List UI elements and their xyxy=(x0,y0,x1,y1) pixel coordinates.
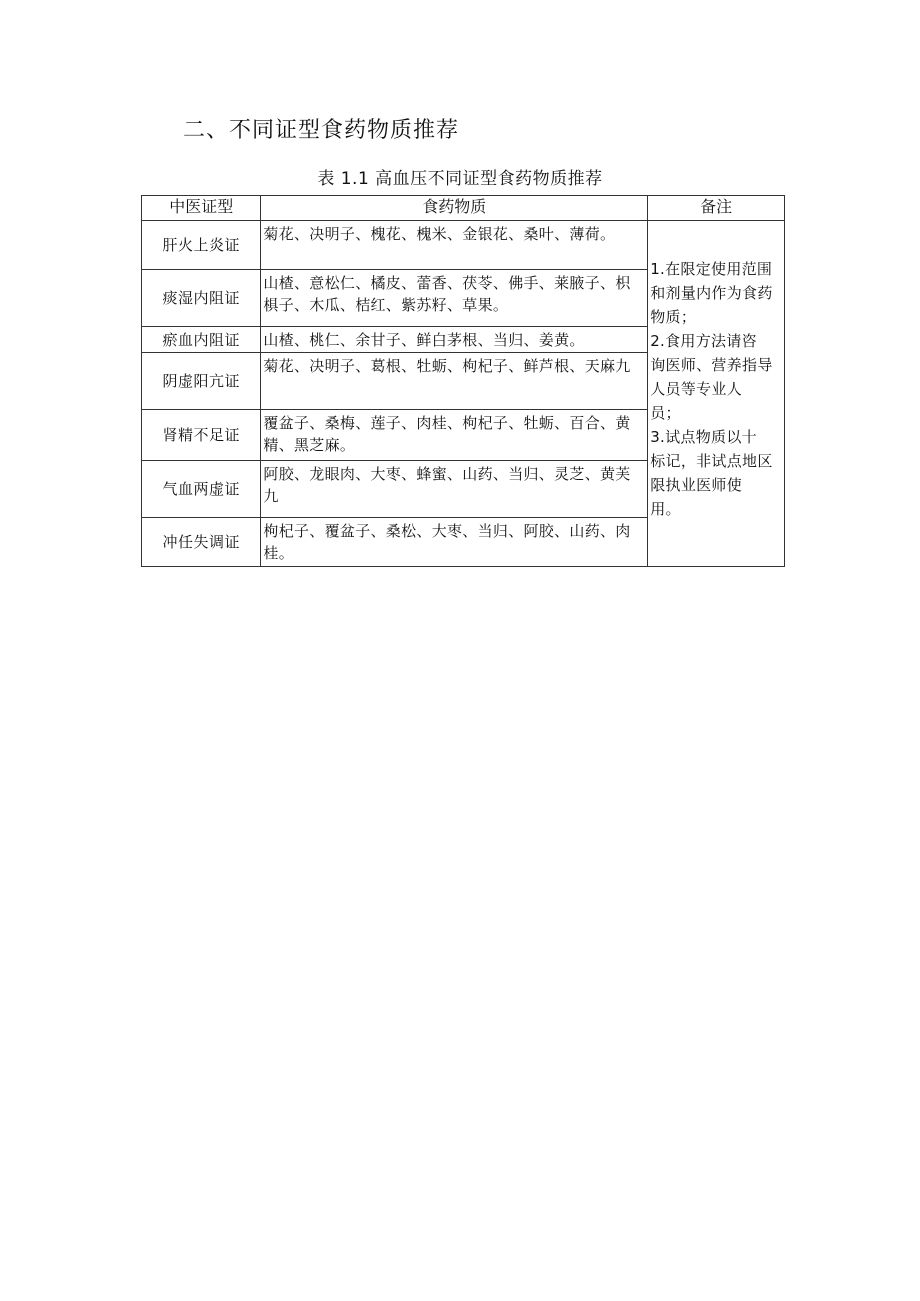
substances-cell: 覆盆子、桑梅、莲子、肉桂、枸杞子、牡蛎、百合、黄精、黑芝麻。 xyxy=(261,410,648,461)
substances-cell: 菊花、决明子、槐花、槐米、金银花、桑叶、薄荷。 xyxy=(261,221,648,270)
pattern-cell: 肝火上炎证 xyxy=(142,221,261,270)
pattern-cell: 瘀血内阻证 xyxy=(142,327,261,353)
pattern-cell: 冲任失调证 xyxy=(142,518,261,567)
note-line: 人员等专业人 xyxy=(650,380,743,398)
note-line: 限执业医师使 xyxy=(650,476,743,494)
table-row xyxy=(142,221,785,270)
note-line: 和剂量内作为食药 xyxy=(650,284,773,302)
note-line: 员； xyxy=(650,404,681,422)
note-line: 2.食用方法请咨 xyxy=(650,332,757,350)
header-notes: 备注 xyxy=(648,196,785,221)
header-pattern: 中医证型 xyxy=(142,196,261,221)
notes-cell xyxy=(648,221,785,567)
pattern-cell: 阴虚阳亢证 xyxy=(142,353,261,410)
pattern-cell: 痰湿内阻证 xyxy=(142,270,261,327)
table-caption: 表 1.1 高血压不同证型食药物质推荐 xyxy=(317,169,603,189)
note-line: 标记，非试点地区 xyxy=(650,452,773,470)
substances-cell: 枸杞子、覆盆子、桑松、大枣、当归、阿胶、山药、肉桂。 xyxy=(261,518,648,567)
section-heading: 二、不同证型食药物质推荐 xyxy=(183,118,460,143)
substances-cell: 阿胶、龙眼肉、大枣、蜂蜜、山药、当归、灵芝、黄芙九 xyxy=(261,461,648,518)
substances-cell: 菊花、决明子、葛根、牡蛎、枸杞子、鲜芦根、天麻九 xyxy=(261,353,648,410)
header-substances: 食药物质 xyxy=(261,196,648,221)
substances-cell: 山楂、意松仁、橘皮、蕾香、茯苓、佛手、莱腋子、枳椇子、木瓜、桔红、紫苏籽、草果。 xyxy=(261,270,648,327)
note-line: 用。 xyxy=(650,500,681,518)
substances-cell: 山楂、桃仁、余甘子、鲜白茅根、当归、姜黄。 xyxy=(261,327,648,353)
note-line: 3.试点物质以十 xyxy=(650,428,757,446)
note-line: 物质； xyxy=(650,308,697,326)
table-header-row xyxy=(142,196,785,221)
pattern-cell: 气血两虚证 xyxy=(142,461,261,518)
pattern-cell: 肾精不足证 xyxy=(142,410,261,461)
note-line: 询医师、营养指导 xyxy=(650,356,773,374)
herb-recommendation-table xyxy=(141,195,785,567)
note-line: 1.在限定使用范围 xyxy=(650,260,773,278)
